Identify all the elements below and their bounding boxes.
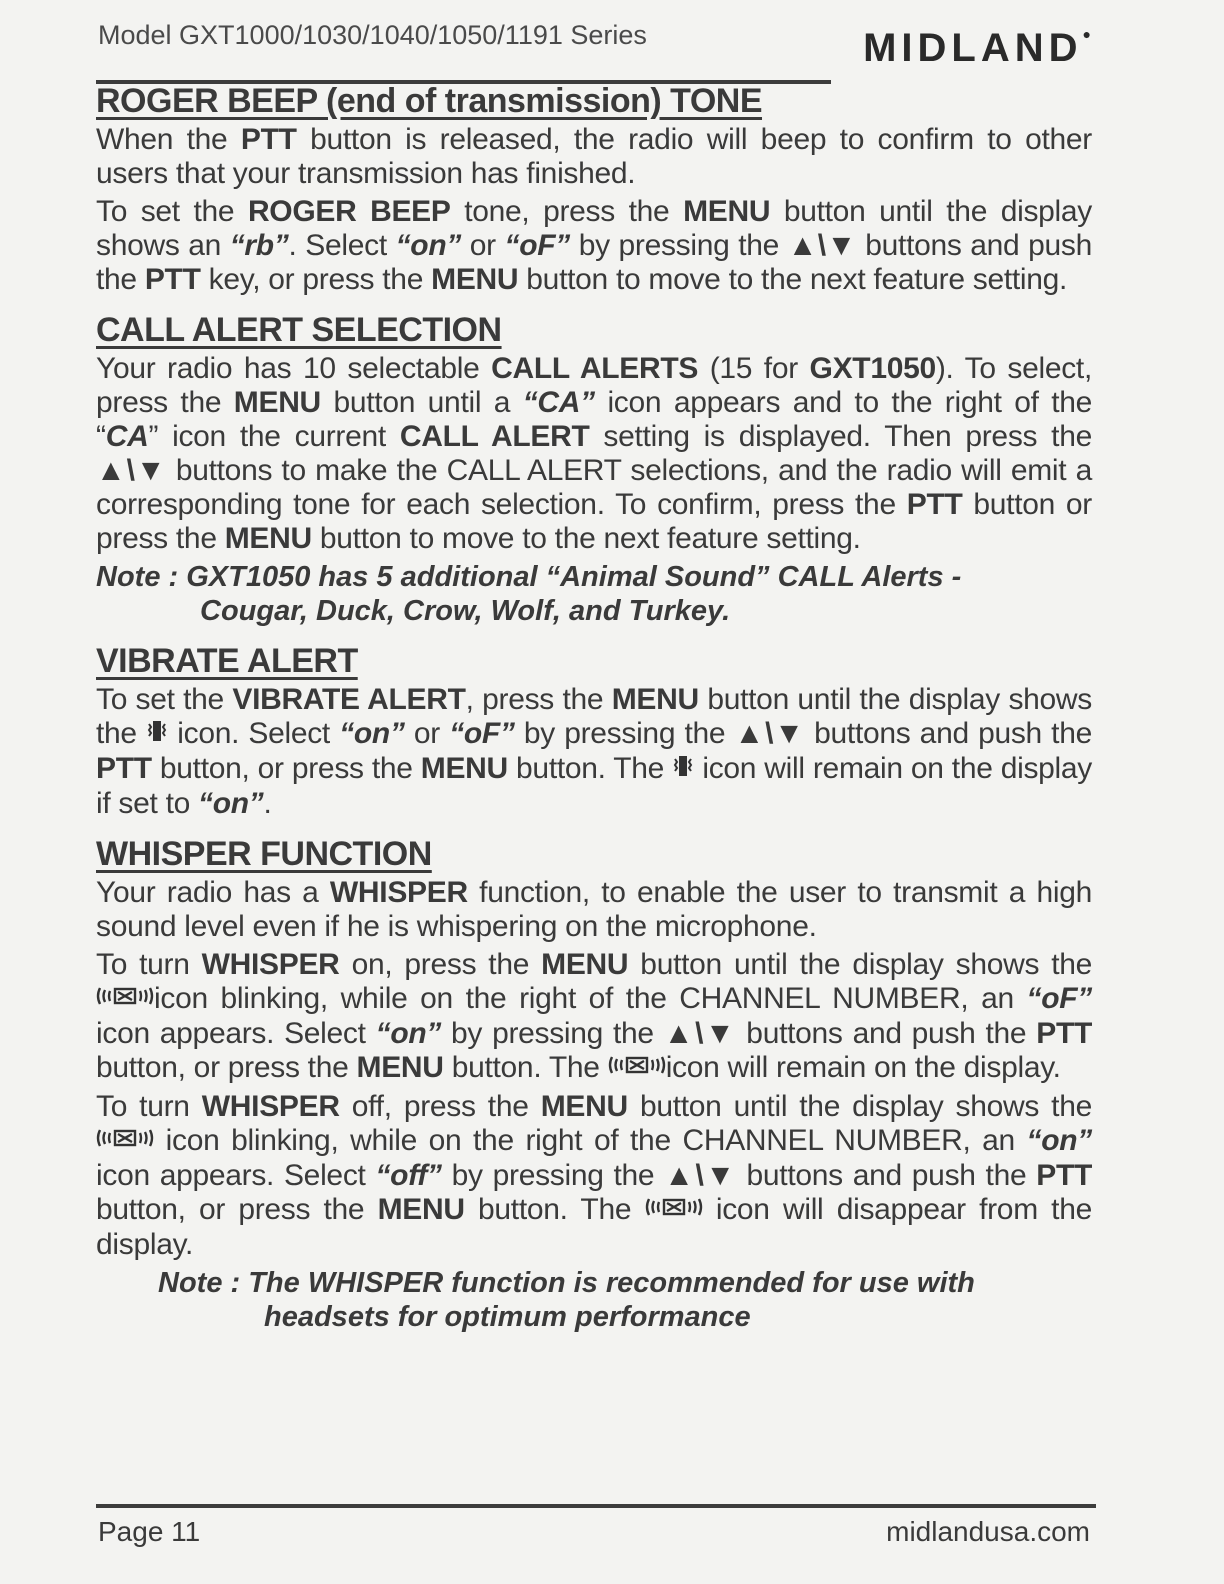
emphasis: “on”: [395, 229, 462, 262]
paragraph: To turn WHISPER on, press the MENU button until the display shows the icon blinking, while on the right of the CHANNEL NUMBER, an “oF” icon appears. Select “on” by pressing the ▲\▼ buttons and push the PTT button, or press the MENU button. The icon will remain on the display.: [96, 948, 1092, 1086]
paragraph: To set the ROGER BEEP tone, press the MENU button until the display shows an “rb”. Select “on” or “oF” by pressing the ▲\▼ buttons and push the PTT key, or press the MENU button to move to the next feature setting.: [96, 195, 1093, 296]
emphasis: “rb”: [229, 229, 289, 262]
emphasis: ▲\▼: [787, 229, 857, 262]
section-title: CALL ALERT SELECTION: [96, 311, 502, 349]
note: [96, 1266, 1092, 1334]
section-title: WHISPER FUNCTION: [96, 835, 432, 874]
emphasis: CALL ALERTS: [491, 352, 699, 385]
whisper-icon: [645, 1194, 703, 1228]
emphasis: “oF”: [504, 229, 570, 262]
note-line: Cougar, Duck, Crow, Wolf, and Turkey.: [200, 595, 731, 627]
emphasis: MENU: [540, 1090, 628, 1124]
manual-page: [96, 0, 1096, 1584]
emphasis: WHISPER: [201, 1090, 340, 1124]
emphasis: “CA”: [522, 386, 595, 419]
emphasis: “on”: [339, 717, 405, 750]
emphasis: “on”: [198, 787, 264, 821]
whisper-icon: [96, 983, 154, 1017]
midland-logo: [863, 26, 1096, 71]
emphasis: MENU: [233, 386, 321, 419]
emphasis: “oF”: [1026, 982, 1092, 1016]
paragraph: Your radio has a WHISPER function, to enable the user to transmit a high sound level even if he is whispering on the microphone.: [96, 876, 1092, 944]
emphasis: MENU: [683, 195, 771, 228]
vibrate-icon: [146, 718, 168, 752]
emphasis: VIBRATE ALERT: [232, 683, 466, 716]
whisper-icon: [608, 1052, 666, 1086]
emphasis: MENU: [377, 1193, 465, 1227]
note-line: Note : GXT1050 has 5 additional “Animal Sound” CALL Alerts -: [96, 561, 962, 593]
emphasis: PTT: [240, 123, 297, 156]
emphasis: PTT: [1036, 1017, 1093, 1051]
emphasis: CALL ALERT: [399, 420, 590, 453]
footer-rule: [96, 1504, 1096, 1508]
emphasis: ▲\▼: [663, 1017, 737, 1051]
emphasis: “off”: [375, 1159, 442, 1193]
paragraph: Your radio has 10 selectable CALL ALERTS (15 for GXT1050). To select, press the MENU button until a “CA” icon appears and to the right of the “CA” icon the current CALL ALERT setting is displayed. Then press the ▲\▼ buttons to make the CALL ALERT selections, and the radio will emit a corresponding tone for each selection. To confirm, press the PTT button or press the MENU button to move to the next feature setting.: [96, 352, 1093, 555]
whisper-icon: [96, 1125, 154, 1159]
emphasis: WHISPER: [201, 948, 340, 982]
note: [96, 560, 1092, 628]
emphasis: ROGER BEEP: [247, 195, 451, 228]
website-url: midlandusa.com: [886, 1516, 1090, 1547]
section-whisper: [96, 835, 1092, 1334]
emphasis: MENU: [431, 263, 519, 296]
emphasis: PTT: [144, 263, 201, 296]
emphasis: ▲\▼: [96, 454, 167, 487]
note-line: headsets for optimum performance: [264, 1301, 751, 1334]
paragraph: To set the VIBRATE ALERT, press the MENU button until the display shows the icon. Select “on” or “oF” by pressing the ▲\▼ buttons and push the PTT button, or press the MENU button. The icon will remain on the display if set to “on”.: [96, 683, 1092, 821]
page-header: [96, 18, 1096, 68]
section-title: VIBRATE ALERT: [96, 642, 358, 680]
model-title: Model GXT1000/1030/1040/1050/1191 Series: [98, 20, 647, 50]
page-number: Page 11: [98, 1516, 201, 1547]
section-roger-beep: [96, 82, 1092, 297]
logo-text: MIDLAND: [863, 26, 1083, 70]
section-vibrate-alert: [96, 642, 1092, 821]
logo-registered-dot: ●: [1082, 26, 1096, 42]
emphasis: PTT: [1036, 1159, 1093, 1193]
emphasis: ▲\▼: [664, 1159, 737, 1193]
emphasis: “oF”: [449, 717, 515, 750]
vibrate-icon: [672, 753, 694, 787]
emphasis: MENU: [541, 948, 629, 982]
emphasis: MENU: [224, 522, 312, 555]
emphasis: MENU: [356, 1051, 444, 1085]
emphasis: ▲\▼: [734, 717, 805, 750]
emphasis: “on”: [1026, 1124, 1092, 1158]
emphasis: MENU: [611, 683, 699, 716]
emphasis: “on”: [375, 1017, 442, 1051]
emphasis: PTT: [906, 488, 963, 521]
section-title: ROGER BEEP (end of transmission) TONE: [96, 82, 763, 120]
emphasis: WHISPER: [329, 876, 468, 910]
section-call-alert: [96, 311, 1092, 628]
page-content: [96, 82, 1092, 1348]
note-line: Note : The WHISPER function is recommended for use with: [158, 1267, 975, 1300]
paragraph: To turn WHISPER off, press the MENU button until the display shows the icon blinking, while on the right of the CHANNEL NUMBER, an “on” icon appears. Select “off” by pressing the ▲\▼ buttons and push the PTT button, or press the MENU button. The icon will disappear from the display.: [96, 1090, 1093, 1262]
emphasis: PTT: [96, 752, 152, 786]
paragraph: When the PTT button is released, the radio will beep to confirm to other users that your transmission has finished.: [96, 123, 1092, 190]
emphasis: MENU: [420, 752, 508, 786]
emphasis: CA: [105, 420, 149, 453]
emphasis: GXT1050: [809, 352, 936, 385]
